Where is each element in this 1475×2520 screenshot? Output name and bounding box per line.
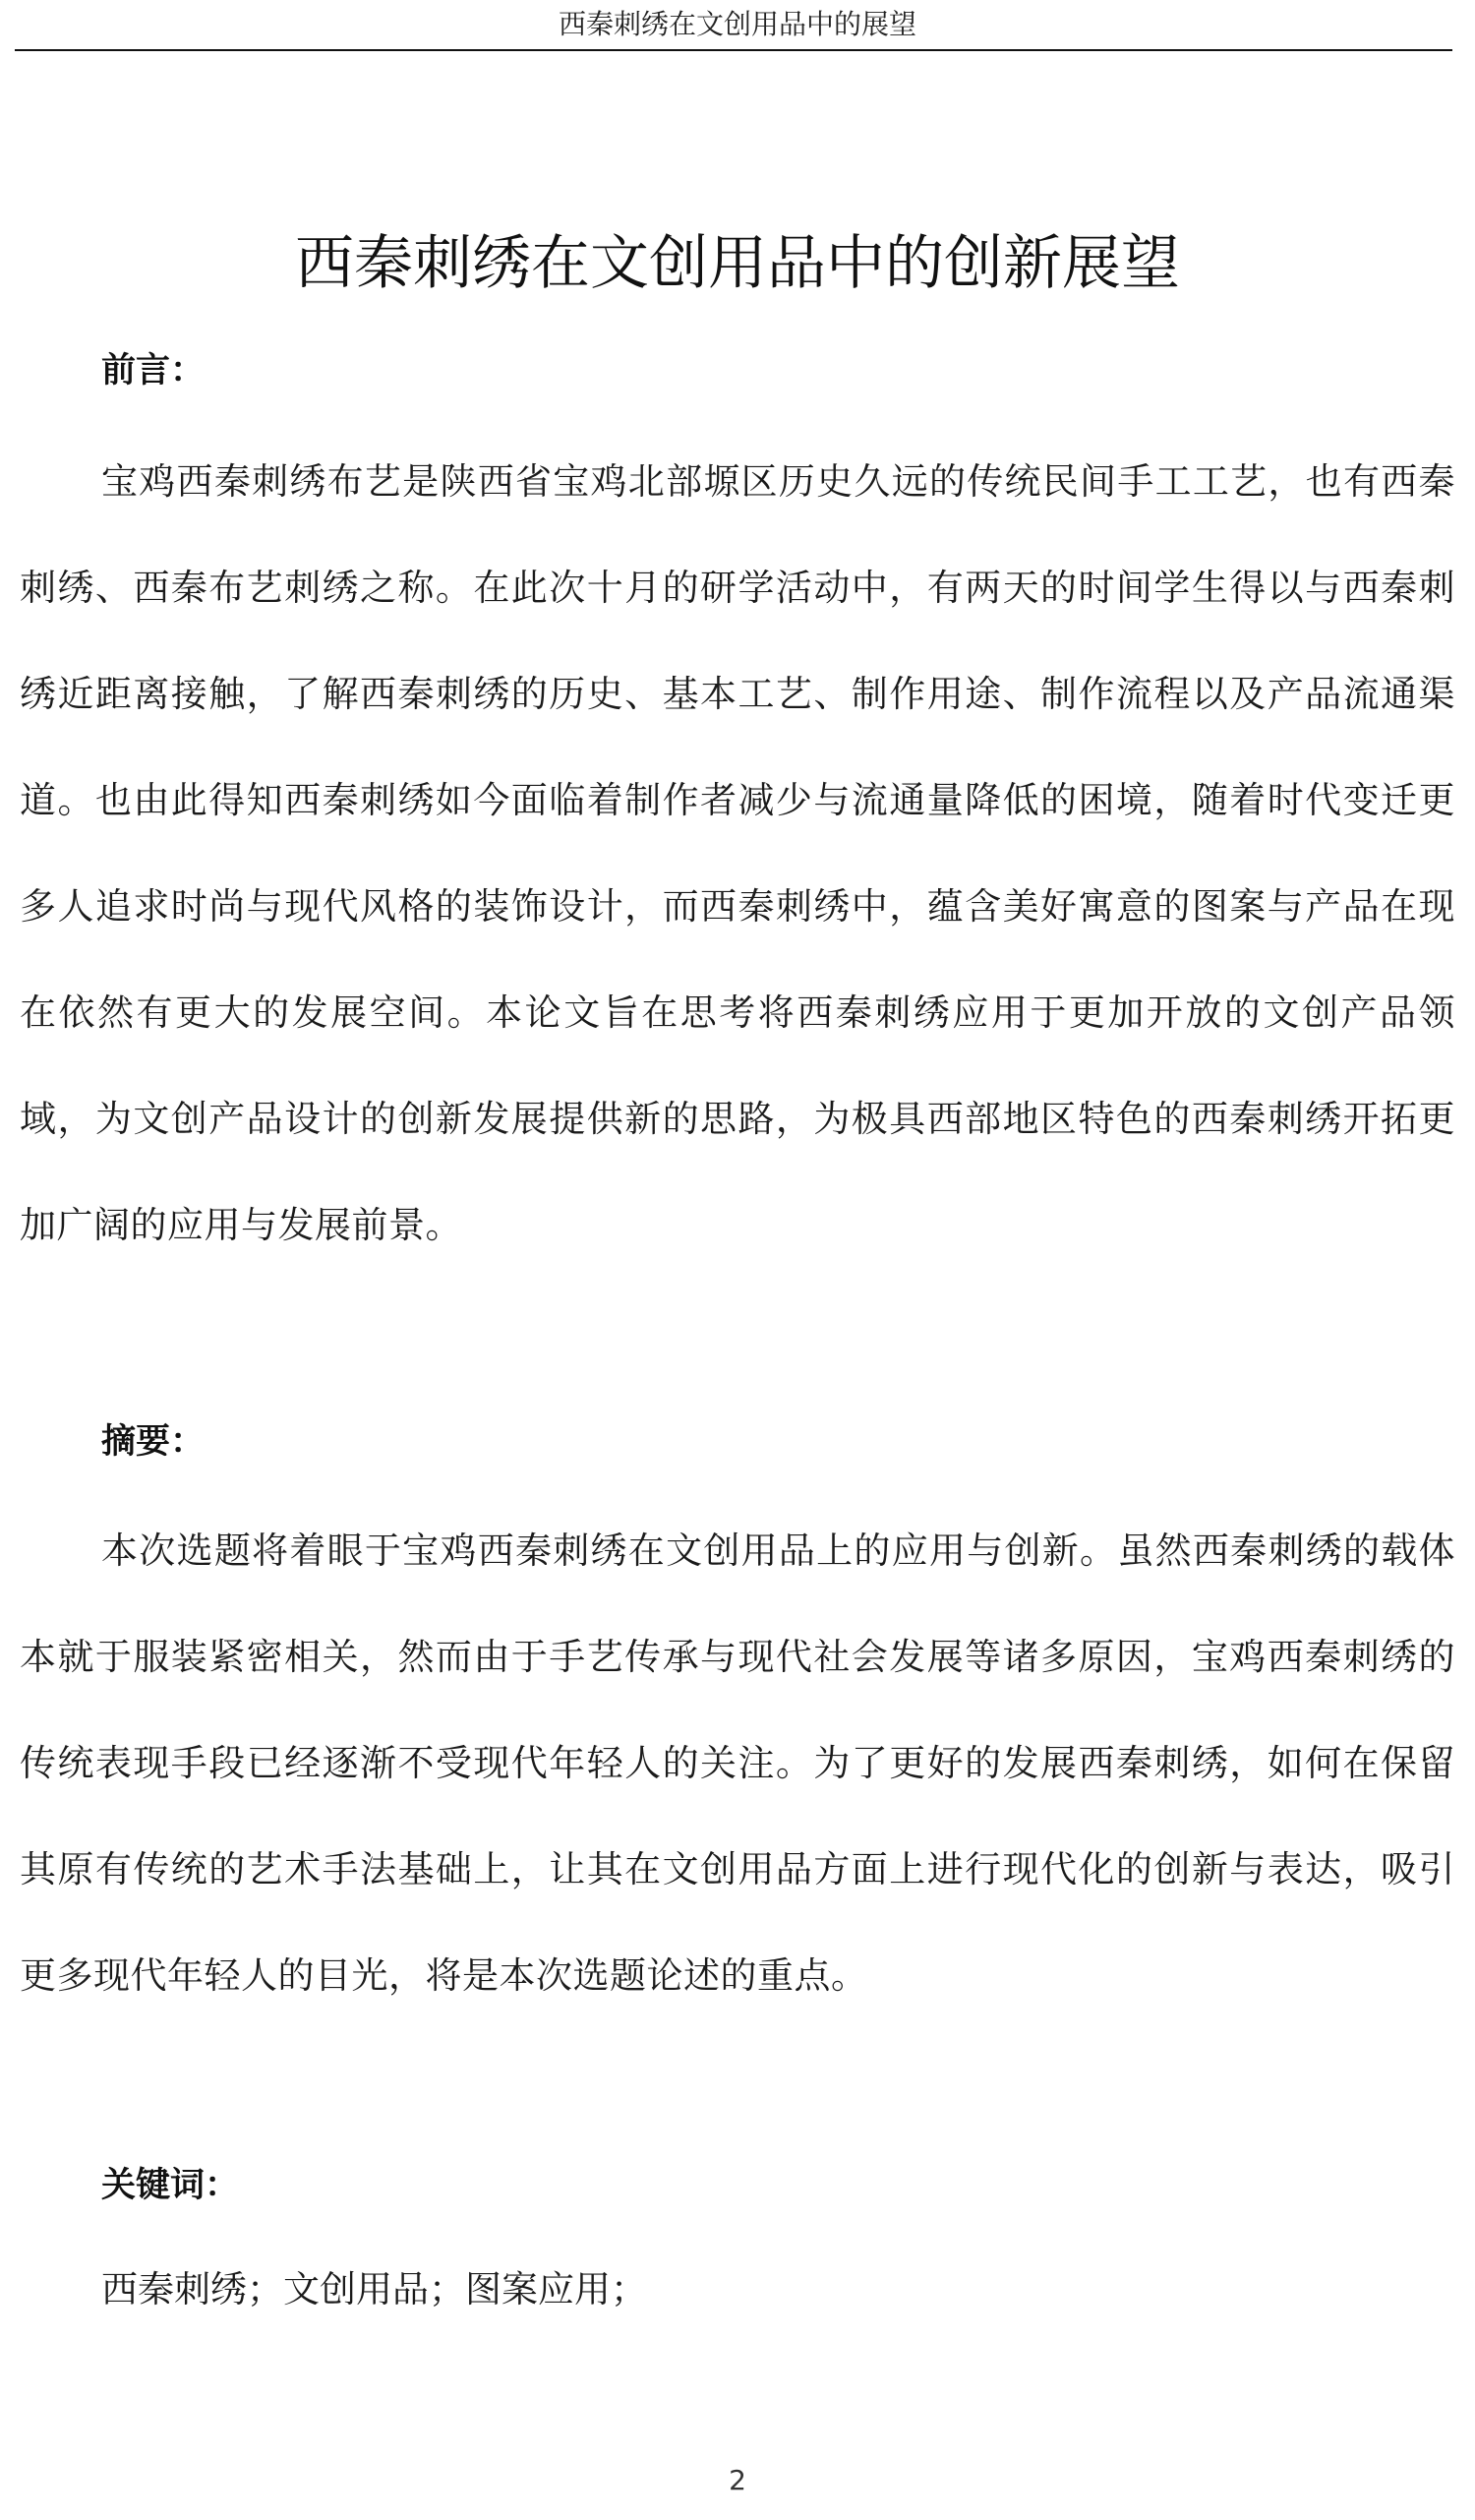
keywords-list: 西秦刺绣；文创用品；图案应用； [101,2268,647,2310]
preface-paragraph: 宝鸡西秦刺绣布艺是陕西省宝鸡北部塬区历史久远的传统民间手工工艺，也有西秦刺绣、西秦布艺刺绣之称。在此次十月的研学活动中，有两天的时间学生得以与西秦刺绣近距离接触，了解西秦刺绣的历史、基本工艺、制作用途、制作流程以及产品流通渠道。也由此得知西秦刺绣如今面临着制作者减少与流通量降低的困境，随着时代变迁更多人追求时尚与现代风格的装饰设计，而西秦刺绣中，蕴含美好寓意的图案与产品在现在依然有更大的发展空间。本论文旨在思考将西秦刺绣应用于更加开放的文创产品领域，为文创产品设计的创新发展提供新的思路，为极具西部地区特色的西秦刺绣开拓更加广阔的应用与发展前景。 [20,460,1455,1246]
running-header: 西秦刺绣在文创用品中的展望 [558,8,916,40]
abstract-heading: 摘要： [101,1422,206,1462]
document-title: 西秦刺绣在文创用品中的创新展望 [295,229,1180,298]
preface-heading: 前言： [101,351,206,390]
abstract-paragraph: 本次选题将着眼于宝鸡西秦刺绣在文创用品上的应用与创新。虽然西秦刺绣的载体本就于服装紧密相关，然而由于手艺传承与现代社会发展等诸多原因，宝鸡西秦刺绣的传统表现手段已经逐渐不受现代年轻人的关注。为了更好的发展西秦刺绣，如何在保留其原有传统的艺术手法基础上，让其在文创用品方面上进行现代化的创新与表达，吸引更多现代年轻人的目光，将是本次选题论述的重点。 [20,1530,1455,1997]
header-divider [15,49,1452,51]
keywords-heading: 关键词： [101,2166,240,2205]
page-number: 2 [729,2464,746,2496]
